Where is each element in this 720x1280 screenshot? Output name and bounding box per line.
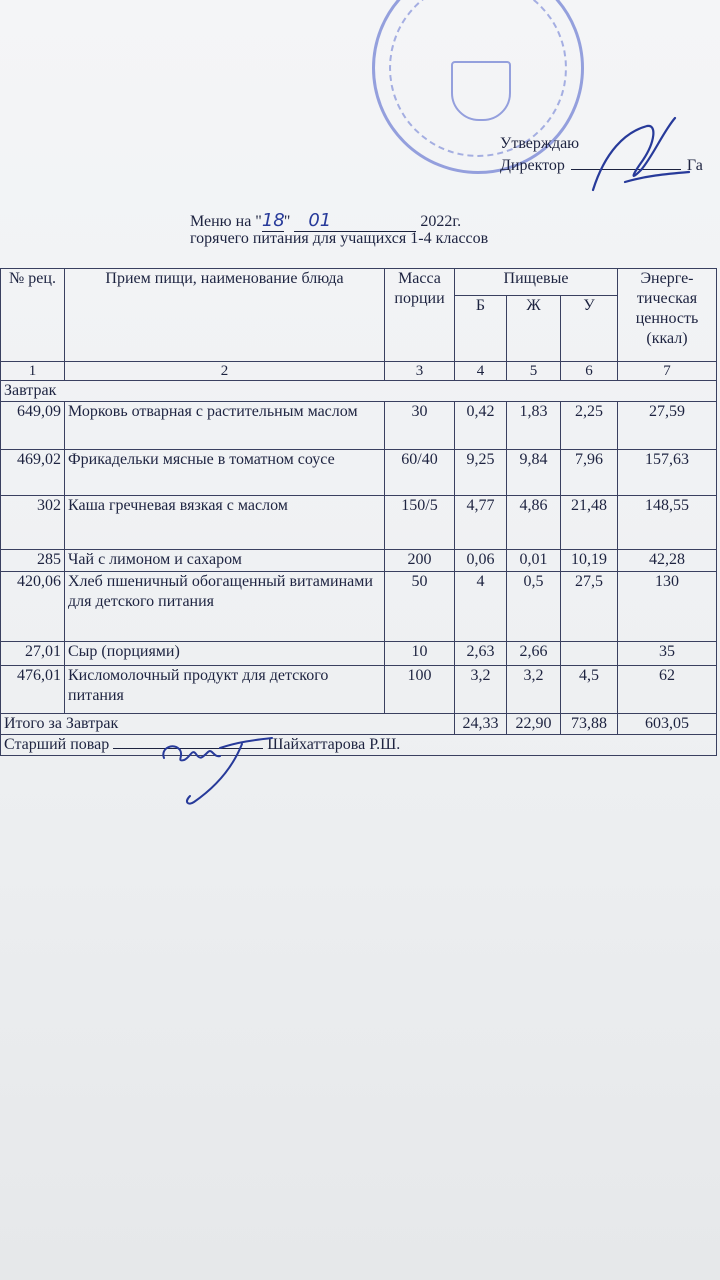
total-label: Итого за Завтрак xyxy=(1,714,455,735)
menu-year: 2022 xyxy=(420,213,453,230)
col-number: 6 xyxy=(561,362,618,381)
col-header-num: № рец. xyxy=(1,269,65,362)
cell-u: 21,48 xyxy=(561,496,618,550)
menu-month: 01 xyxy=(294,210,416,232)
section-row xyxy=(1,381,717,402)
table-header-row xyxy=(1,269,717,296)
director-label: Директор xyxy=(500,157,565,174)
col-header-b: Б xyxy=(455,296,507,362)
cell-mass: 30 xyxy=(385,402,455,450)
cell-zh: 9,84 xyxy=(507,450,561,496)
cook-cell xyxy=(1,735,717,756)
cell-rec: 285 xyxy=(1,550,65,572)
table-row xyxy=(1,642,717,666)
menu-table xyxy=(0,268,717,756)
cell-name: Кисломолочный продукт для детского питания xyxy=(65,666,385,714)
cell-b: 2,63 xyxy=(455,642,507,666)
cell-rec: 27,01 xyxy=(1,642,65,666)
col-header-nutrients: Пищевые xyxy=(455,269,618,296)
cell-rec: 302 xyxy=(1,496,65,550)
cell-rec: 469,02 xyxy=(1,450,65,496)
cell-kcal: 42,28 xyxy=(618,550,717,572)
total-kcal: 603,05 xyxy=(618,714,717,735)
cell-kcal: 27,59 xyxy=(618,402,717,450)
cook-label: Старший повар xyxy=(4,736,110,753)
total-b: 24,33 xyxy=(455,714,507,735)
table-row xyxy=(1,450,717,496)
director-signature xyxy=(585,112,695,202)
cell-rec: 476,01 xyxy=(1,666,65,714)
cell-zh: 0,5 xyxy=(507,572,561,642)
director-name-fragment: Га xyxy=(686,157,703,174)
cell-zh: 0,01 xyxy=(507,550,561,572)
cell-kcal: 130 xyxy=(618,572,717,642)
section-title: Завтрак xyxy=(1,381,717,402)
total-row xyxy=(1,714,717,735)
cell-b: 0,42 xyxy=(455,402,507,450)
table-row xyxy=(1,496,717,550)
cell-kcal: 62 xyxy=(618,666,717,714)
cell-u: 2,25 xyxy=(561,402,618,450)
cell-rec: 420,06 xyxy=(1,572,65,642)
cell-u: 4,5 xyxy=(561,666,618,714)
col-number: 2 xyxy=(65,362,385,381)
cell-zh: 3,2 xyxy=(507,666,561,714)
menu-day: 18 xyxy=(261,210,285,231)
cell-b: 4 xyxy=(455,572,507,642)
cell-zh: 4,86 xyxy=(507,496,561,550)
table-row xyxy=(1,666,717,714)
cell-name: Хлеб пшеничный обогащенный витаминами для детского питания xyxy=(65,572,385,642)
col-number: 7 xyxy=(618,362,717,381)
menu-quote: " xyxy=(283,213,295,230)
approve-label: Утверждаю xyxy=(500,135,580,152)
col-number: 3 xyxy=(385,362,455,381)
cell-kcal: 148,55 xyxy=(618,496,717,550)
cell-mass: 10 xyxy=(385,642,455,666)
cell-mass: 50 xyxy=(385,572,455,642)
cell-mass: 100 xyxy=(385,666,455,714)
menu-subtitle: горячего питания для учащихся 1-4 классов xyxy=(190,230,489,247)
cook-row xyxy=(1,735,717,756)
cell-mass: 150/5 xyxy=(385,496,455,550)
cell-mass: 200 xyxy=(385,550,455,572)
menu-prefix: Меню на " xyxy=(190,213,262,230)
cell-name: Чай с лимоном и сахаром xyxy=(65,550,385,572)
table-row xyxy=(1,550,717,572)
approval-block xyxy=(500,134,703,174)
col-number: 1 xyxy=(1,362,65,381)
cook-name: Шайхаттарова Р.Ш. xyxy=(267,736,401,753)
cell-kcal: 157,63 xyxy=(618,450,717,496)
cell-u xyxy=(561,642,618,666)
total-zh: 22,90 xyxy=(507,714,561,735)
cell-b: 9,25 xyxy=(455,450,507,496)
col-number: 4 xyxy=(455,362,507,381)
cell-u: 27,5 xyxy=(561,572,618,642)
cell-mass: 60/40 xyxy=(385,450,455,496)
table-row xyxy=(1,402,717,450)
col-header-name: Прием пищи, наименование блюда xyxy=(65,269,385,362)
table-row xyxy=(1,572,717,642)
cell-u: 10,19 xyxy=(561,550,618,572)
col-header-u: У xyxy=(561,296,618,362)
column-number-row xyxy=(1,362,717,381)
cell-name: Фрикадельки мясные в томатном соусе xyxy=(65,450,385,496)
col-header-energy: Энерге-тическая ценность (ккал) xyxy=(618,269,717,362)
menu-title xyxy=(190,210,461,232)
col-header-zh: Ж xyxy=(507,296,561,362)
col-header-mass: Масса порции xyxy=(385,269,455,362)
col-number: 5 xyxy=(507,362,561,381)
total-u: 73,88 xyxy=(561,714,618,735)
cell-name: Морковь отварная с растительным маслом xyxy=(65,402,385,450)
cell-b: 3,2 xyxy=(455,666,507,714)
cell-b: 4,77 xyxy=(455,496,507,550)
cell-rec: 649,09 xyxy=(1,402,65,450)
cell-name: Сыр (порциями) xyxy=(65,642,385,666)
cell-zh: 1,83 xyxy=(507,402,561,450)
cell-name: Каша гречневая вязкая с маслом xyxy=(65,496,385,550)
cell-u: 7,96 xyxy=(561,450,618,496)
cell-kcal: 35 xyxy=(618,642,717,666)
cook-signature xyxy=(150,718,280,808)
seal-emblem-icon xyxy=(451,61,511,121)
cell-zh: 2,66 xyxy=(507,642,561,666)
cell-b: 0,06 xyxy=(455,550,507,572)
menu-year-suffix: г. xyxy=(452,213,462,230)
